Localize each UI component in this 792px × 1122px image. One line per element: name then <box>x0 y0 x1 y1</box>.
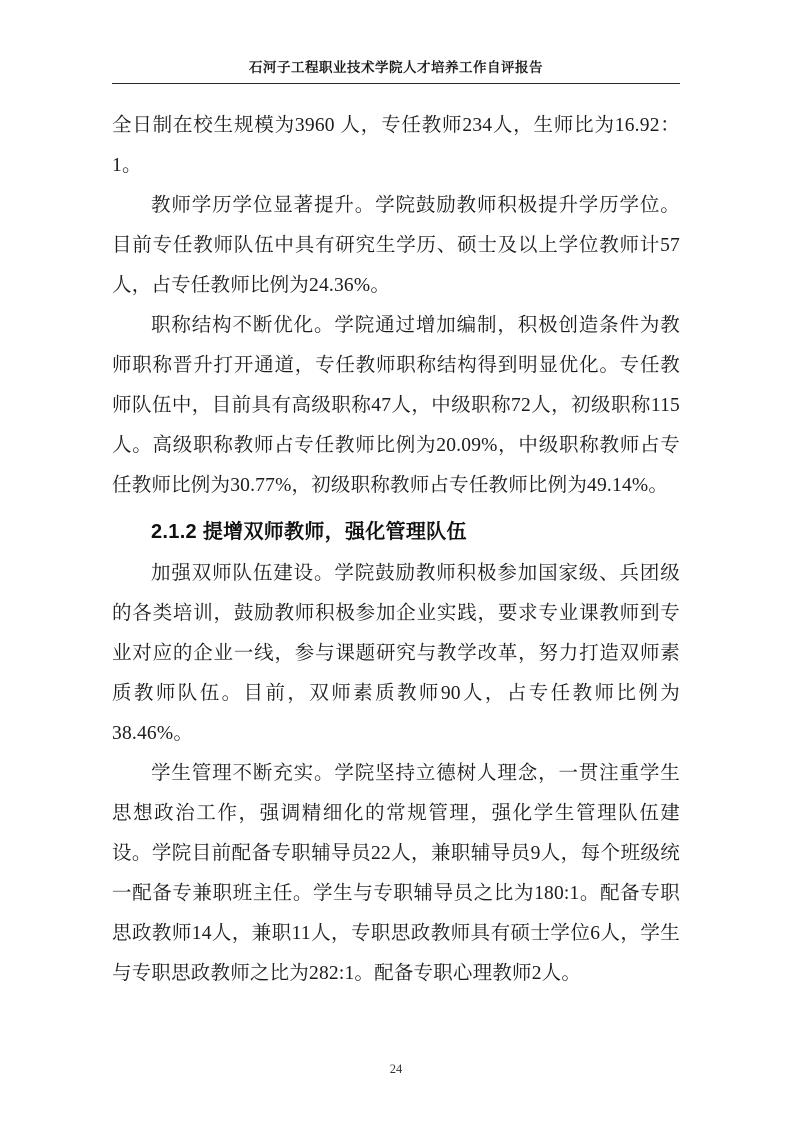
paragraph: 职称结构不断优化。学院通过增加编制，积极创造条件为教师职称晋升打开通道，专任教师职称结构得到明显优化。专任教师队伍中，目前具有高级职称47人，中级职称72人，初级职称115人。高级职称教师占专任教师比例为20.09%，中级职称教师占专任教师比例为30.77%，初级职称教师占专任教师比例为49.14%。 <box>112 315 680 496</box>
paragraph: 加强双师队伍建设。学院鼓励教师积极参加国家级、兵团级的各类培训，鼓励教师积极参加企业实践，要求专业课教师到专业对应的企业一线，参与课题研究与教学改革，努力打造双师素质教师队伍。目前，双师素质教师90人，占专任教师比例为38.46%。 <box>112 563 680 744</box>
section-heading: 2.1.2 提增双师教师，强化管理队伍 <box>151 521 467 543</box>
page-number: 24 <box>389 1062 403 1076</box>
body-text <box>112 106 680 994</box>
header-divider <box>112 83 680 84</box>
paragraph: 全日制在校生规模为3960 人，专任教师234人，生师比为16.92：1。 <box>112 115 680 176</box>
paragraph: 教师学历学位显著提升。学院鼓励教师积极提升学历学位。目前专任教师队伍中具有研究生学历、硕士及以上学位教师计57人，占专任教师比例为24.36%。 <box>112 195 680 296</box>
running-header: 石河子工程职业技术学院人才培养工作自评报告 <box>249 60 543 75</box>
page-content <box>112 56 680 994</box>
paragraph: 学生管理不断充实。学院坚持立德树人理念，一贯注重学生思想政治工作，强调精细化的常规管理，强化学生管理队伍建设。学院目前配备专职辅导员22人，兼职辅导员9人，每个班级统一配备专兼职班主任。学生与专职辅导员之比为180:1。配备专职思政教师14人，兼职11人，专职思政教师具有硕士学位6人，学生与专职思政教师之比为282:1。配备专职心理教师2人。 <box>112 763 680 984</box>
